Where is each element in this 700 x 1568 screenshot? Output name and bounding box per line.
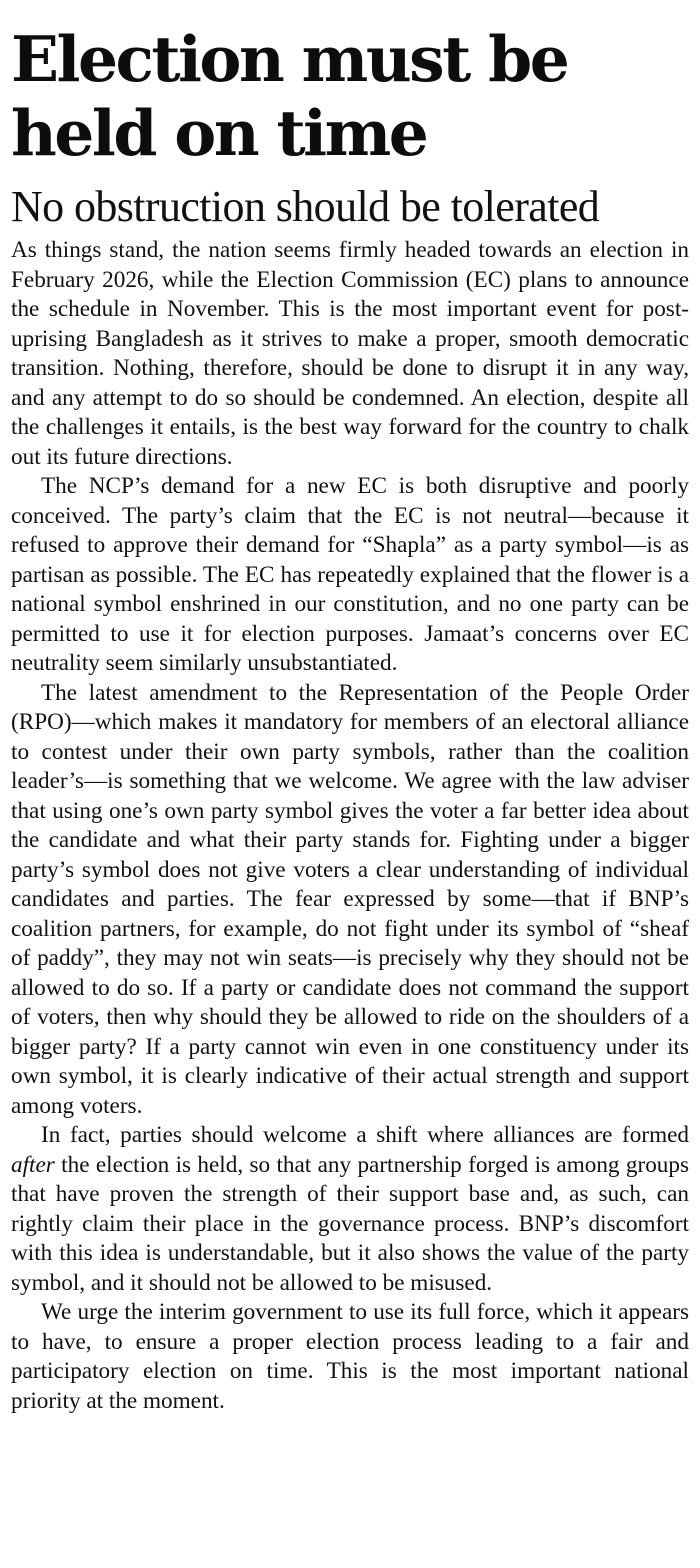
paragraph-5: We urge the interim government to use its full force, which it appears to have, to ensure a proper election process leading to a fair and participatory election on time. This is the most important national priority at the moment. — [11, 1299, 689, 1414]
paragraph-3: The latest amendment to the Representation of the People Order (RPO)—which makes it mandatory for members of an electoral alliance to contest under their own party symbols, rather than the coalition leader’s—is something that we welcome. We agree with the law adviser that using one’s own party symbol gives the voter a far better idea about the candidate and what their party stands for. Fighting under a bigger party’s symbol does not give voters a clear understanding of individual candidates and parties. The fear expressed by some—that if BNP’s coalition partners, for example, do not fight under its symbol of “sheaf of paddy”, they may not win seats—is precisely why they should not be allowed to do so. If a party or candidate does not command the support of voters, then why should they be allowed to ride on the shoulders of a bigger party? If a party cannot win even in one constituency under its own symbol, it is clearly indicative of their actual strength and support among voters. — [11, 679, 689, 1119]
headline: Election must be held on time — [11, 22, 568, 170]
paragraph-4 — [11, 1121, 689, 1298]
paragraph-2: The NCP’s demand for a new EC is both disruptive and poorly conceived. The party’s claim that the EC is not neutral—because it refused to approve their demand for “Shapla” as a party symbol—is as partisan as possible. The EC has repeatedly explained that the flower is a national symbol enshrined in our constitution, and no one party can be permitted to use it for election purposes. Jamaat’s concerns over EC neutrality seem similarly unsubstantiated. — [11, 473, 689, 676]
paragraph-4-text-start: In fact, parties should welcome a shift where alliances are formed — [41, 1122, 689, 1148]
subheadline: No obstruction should be tolerated — [11, 182, 600, 231]
paragraph-1: As things stand, the nation seems firmly headed towards an election in February 2026, while the Election Commission (EC) plans to announce the schedule in November. This is the most important event for post-uprising Bangladesh as it strives to make a proper, smooth democratic transition. Nothing, therefore, should be done to disrupt it in any way, and any attempt to do so should be condemned. An election, despite all the challenges it entails, is the best way forward for the country to chalk out its future directions. — [11, 237, 689, 470]
paragraph-4-emphasis: after — [11, 1151, 55, 1178]
article-body — [11, 236, 689, 1416]
paragraph-4-text-end: the election is held, so that any partnership forged is among groups that have proven the strength of their support base and, as such, can rightly claim their place in the governance process. BNP’s discomfort with this idea is understandable, but it also shows the value of the party symbol, and it should not be allowed to be misused. — [11, 1151, 689, 1296]
